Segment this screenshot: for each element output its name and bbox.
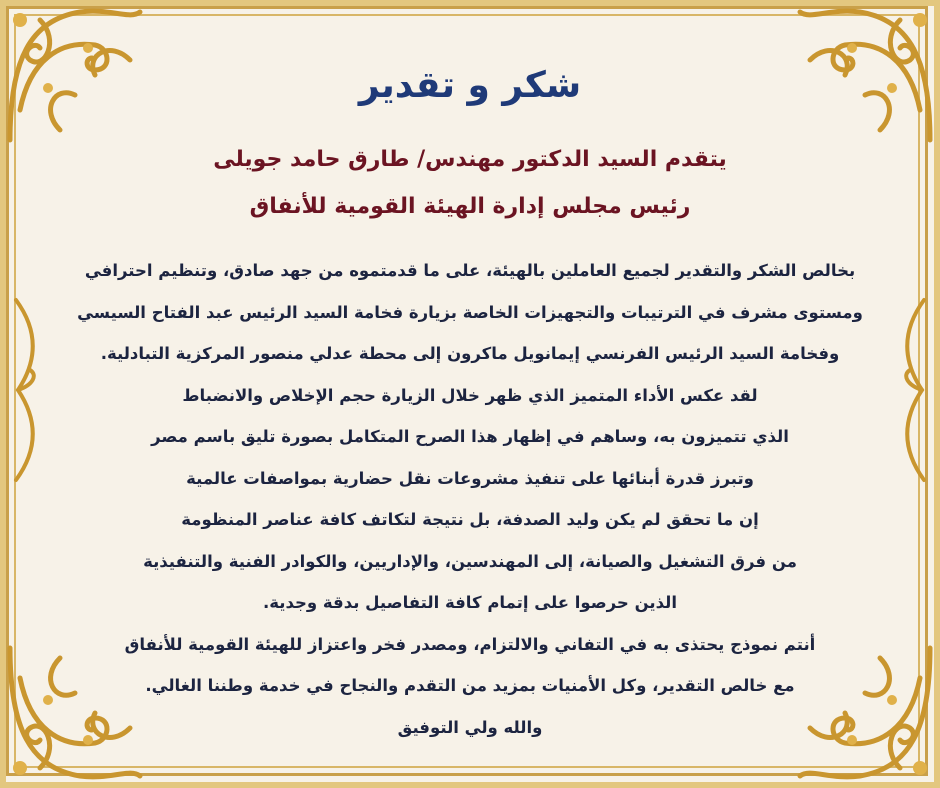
body-line: إن ما تحقق لم يكن وليد الصدفة، بل نتيجة لتكاتف كافة عناصر المنظومة: [181, 510, 759, 529]
body-line: وتبرز قدرة أبنائها على تنفيذ مشروعات نقل حضارية بمواصفات عالمية: [186, 468, 754, 488]
body-line: من فرق التشغيل والصيانة، إلى المهندسين، والإداريين، والكوادر الفنية والتنفيذية: [143, 551, 797, 571]
sender-position: رئيس مجلس إدارة الهيئة القومية للأنفاق: [249, 194, 691, 219]
side-ornament-icon: [8, 290, 48, 490]
certificate-content: [60, 0, 880, 748]
body-line: الذي تتميزون به، وساهم في إظهار هذا الصرح المتكامل بصورة تليق باسم مصر: [151, 427, 789, 446]
body-line: أنتم نموذج يحتذى به في التفاني والالتزام، ومصدر فخر واعتزاز للهيئة القومية للأنفاق: [124, 634, 816, 654]
closing-line: والله ولي التوفيق: [397, 717, 543, 737]
body-line: الذين حرصوا على إتمام كافة التفاصيل بدقة وجدية.: [263, 593, 677, 612]
side-ornament-icon: [892, 290, 932, 490]
body-line: مع خالص التقدير، وكل الأمنيات بمزيد من التقدم والنجاح في خدمة وطننا الغالي.: [145, 676, 795, 695]
body-line: وفخامة السيد الرئيس الفرنسي إيمانويل ماكرون إلى محطة عدلي منصور المركزية التبادلية.: [100, 344, 840, 363]
body-line: بخالص الشكر والتقدير لجميع العاملين بالهيئة، على ما قدمتموه من جهد صادق، وتنظيم احترافي: [84, 261, 856, 280]
body-line: لقد عكس الأداء المتميز الذي ظهر خلال الزيارة حجم الإخلاص والانضباط: [182, 385, 758, 405]
certificate-title: شكر و تقدير: [358, 65, 582, 106]
sender-name: يتقدم السيد الدكتور مهندس/ طارق حامد جويلى: [213, 147, 727, 172]
body-line: ومستوى مشرف في الترتيبات والتجهيزات الخاصة بزيارة فخامة السيد الرئيس عبد الفتاح السيسي: [77, 302, 863, 322]
